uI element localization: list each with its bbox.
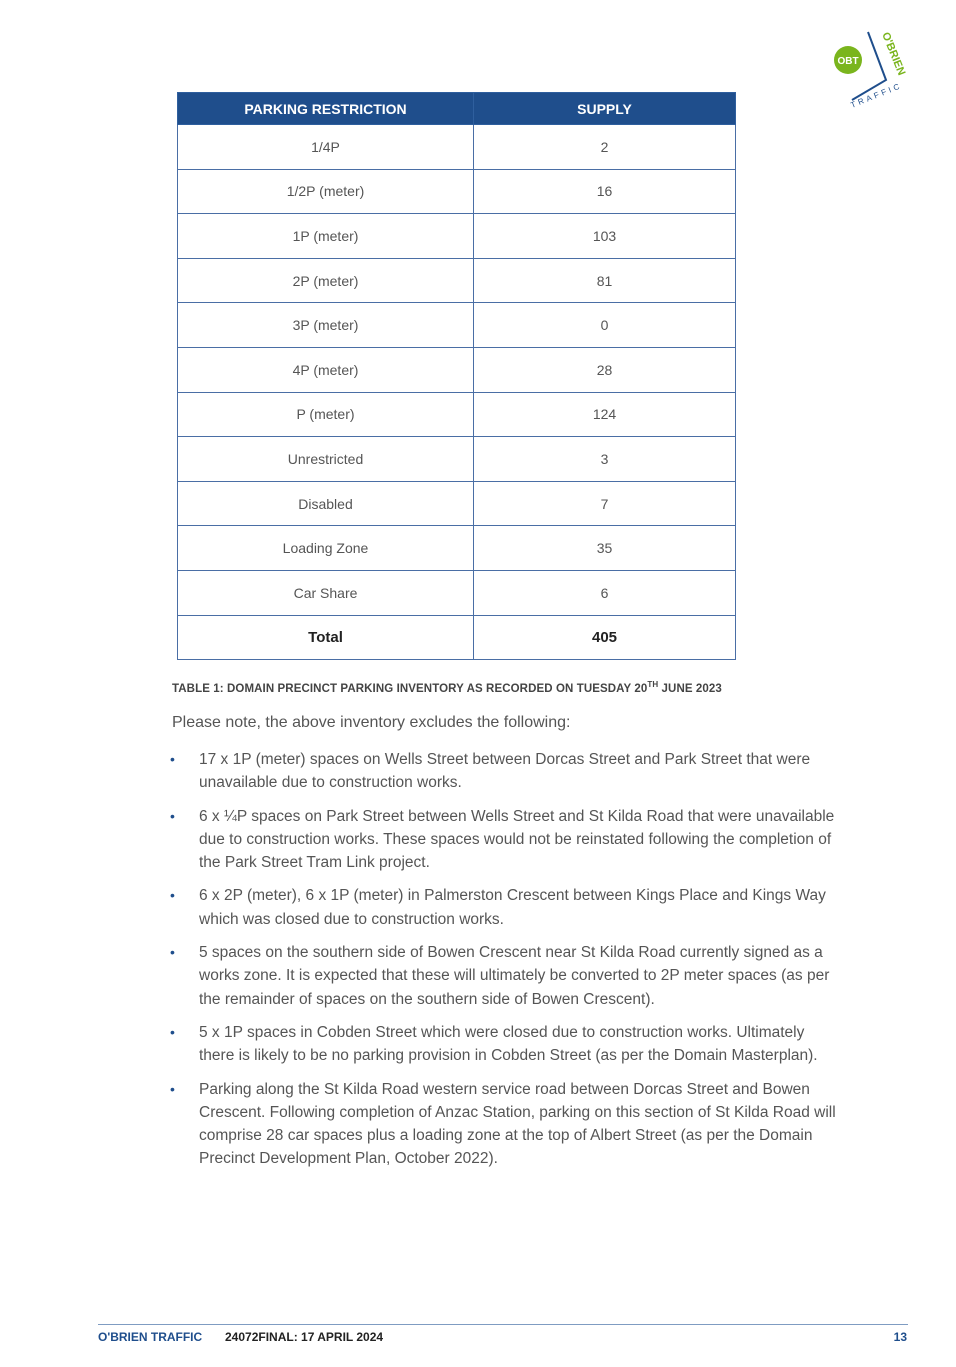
table-row bbox=[178, 169, 736, 214]
exclusions-intro: Please note, the above inventory excludes the following: bbox=[172, 714, 571, 731]
total-value: 405 bbox=[474, 615, 736, 660]
logo-sub-text: TRAFFIC bbox=[849, 80, 904, 110]
table-row bbox=[178, 258, 736, 303]
list-item bbox=[170, 884, 840, 931]
supply-cell: 103 bbox=[474, 214, 736, 259]
restriction-cell: 1/2P (meter) bbox=[178, 169, 474, 214]
column-header-restriction: PARKING RESTRICTION bbox=[178, 93, 474, 125]
page-number: 13 bbox=[893, 1330, 907, 1344]
list-item-text: Parking along the St Kilda Road western service road between Dorcas Street and Bowen Crescent. Following completion of Anzac Station, parking on this section of St Kilda Road will comprise 28 car spaces plus a loading zone at the top of Albert Street (as per the Domain Precinct Development Plan, October 2022). bbox=[199, 1080, 836, 1168]
supply-cell: 35 bbox=[474, 526, 736, 571]
logo-brand-text: O'BRIEN bbox=[879, 30, 908, 78]
table-header-row bbox=[178, 93, 736, 125]
table-row bbox=[178, 481, 736, 526]
restriction-cell: 1P (meter) bbox=[178, 214, 474, 259]
list-item bbox=[170, 805, 840, 875]
table-row bbox=[178, 392, 736, 437]
list-item-text: 17 x 1P (meter) spaces on Wells Street between Dorcas Street and Park Street that were unavailable due to construction works. bbox=[199, 751, 811, 792]
parking-inventory-table bbox=[177, 92, 736, 660]
exclusions-list bbox=[170, 748, 840, 1181]
supply-cell: 2 bbox=[474, 125, 736, 170]
restriction-cell: 1/4P bbox=[178, 125, 474, 170]
column-header-supply: SUPPLY bbox=[474, 93, 736, 125]
restriction-cell: P (meter) bbox=[178, 392, 474, 437]
list-item-text: 6 x 2P (meter), 6 x 1P (meter) in Palmerston Crescent between Kings Place and Kings Way which was closed due to construction works. bbox=[199, 887, 826, 928]
supply-cell: 6 bbox=[474, 570, 736, 615]
table-row bbox=[178, 125, 736, 170]
caption-suffix: JUNE 2023 bbox=[658, 682, 722, 695]
bullet-icon: • bbox=[170, 944, 175, 961]
restriction-cell: 4P (meter) bbox=[178, 347, 474, 392]
logo-badge-text: OBT bbox=[837, 56, 859, 67]
supply-cell: 0 bbox=[474, 303, 736, 348]
footer-divider bbox=[98, 1324, 908, 1325]
table-row bbox=[178, 437, 736, 482]
table-row bbox=[178, 570, 736, 615]
list-item-text: 6 x ¼P spaces on Park Street between Wells Street and St Kilda Road that were unavailable due to construction works. These spaces would not be reinstated following the completion of the Park Street Tram Link project. bbox=[199, 807, 835, 872]
list-item bbox=[170, 1021, 840, 1068]
total-label: Total bbox=[178, 615, 474, 660]
footer-brand: O'BRIEN TRAFFIC bbox=[98, 1330, 203, 1344]
table-row bbox=[178, 526, 736, 571]
table-row bbox=[178, 303, 736, 348]
caption-text: TABLE 1: DOMAIN PRECINCT PARKING INVENTORY AS RECORDED ON TUESDAY 20 bbox=[172, 682, 648, 695]
list-item bbox=[170, 748, 840, 795]
bullet-icon: • bbox=[170, 1080, 175, 1097]
list-item-text: 5 x 1P spaces in Cobden Street which were closed due to construction works. Ultimately there is likely to be no parking provision in Cobden Street (as per the Domain Masterplan). bbox=[199, 1023, 818, 1065]
footer-document-ref: 24072FINAL: 17 APRIL 2024 bbox=[225, 1330, 384, 1344]
bullet-icon: • bbox=[170, 751, 175, 767]
obrien-traffic-logo bbox=[828, 28, 924, 110]
restriction-cell: Disabled bbox=[178, 481, 474, 526]
supply-cell: 3 bbox=[474, 437, 736, 482]
supply-cell: 81 bbox=[474, 258, 736, 303]
restriction-cell: Loading Zone bbox=[178, 526, 474, 571]
supply-cell: 7 bbox=[474, 481, 736, 526]
supply-cell: 124 bbox=[474, 392, 736, 437]
table-total-row bbox=[178, 615, 736, 660]
table-caption bbox=[172, 680, 722, 695]
list-item bbox=[170, 1078, 840, 1171]
restriction-cell: Car Share bbox=[178, 570, 474, 615]
bullet-icon: • bbox=[170, 1023, 175, 1040]
restriction-cell: 2P (meter) bbox=[178, 258, 474, 303]
supply-cell: 28 bbox=[474, 347, 736, 392]
supply-cell: 16 bbox=[474, 169, 736, 214]
list-item bbox=[170, 941, 840, 1011]
caption-superscript: TH bbox=[647, 680, 659, 689]
table-row bbox=[178, 347, 736, 392]
restriction-cell: Unrestricted bbox=[178, 437, 474, 482]
bullet-icon: • bbox=[170, 807, 175, 824]
table-row bbox=[178, 214, 736, 259]
bullet-icon: • bbox=[170, 887, 175, 904]
restriction-cell: 3P (meter) bbox=[178, 303, 474, 348]
list-item-text: 5 spaces on the southern side of Bowen Crescent near St Kilda Road currently signed as a works zone. It is expected that these will ultimately be converted to 2P meter spaces (as per the remainder of spaces on the southern side of Bowen Crescent). bbox=[199, 944, 830, 1008]
